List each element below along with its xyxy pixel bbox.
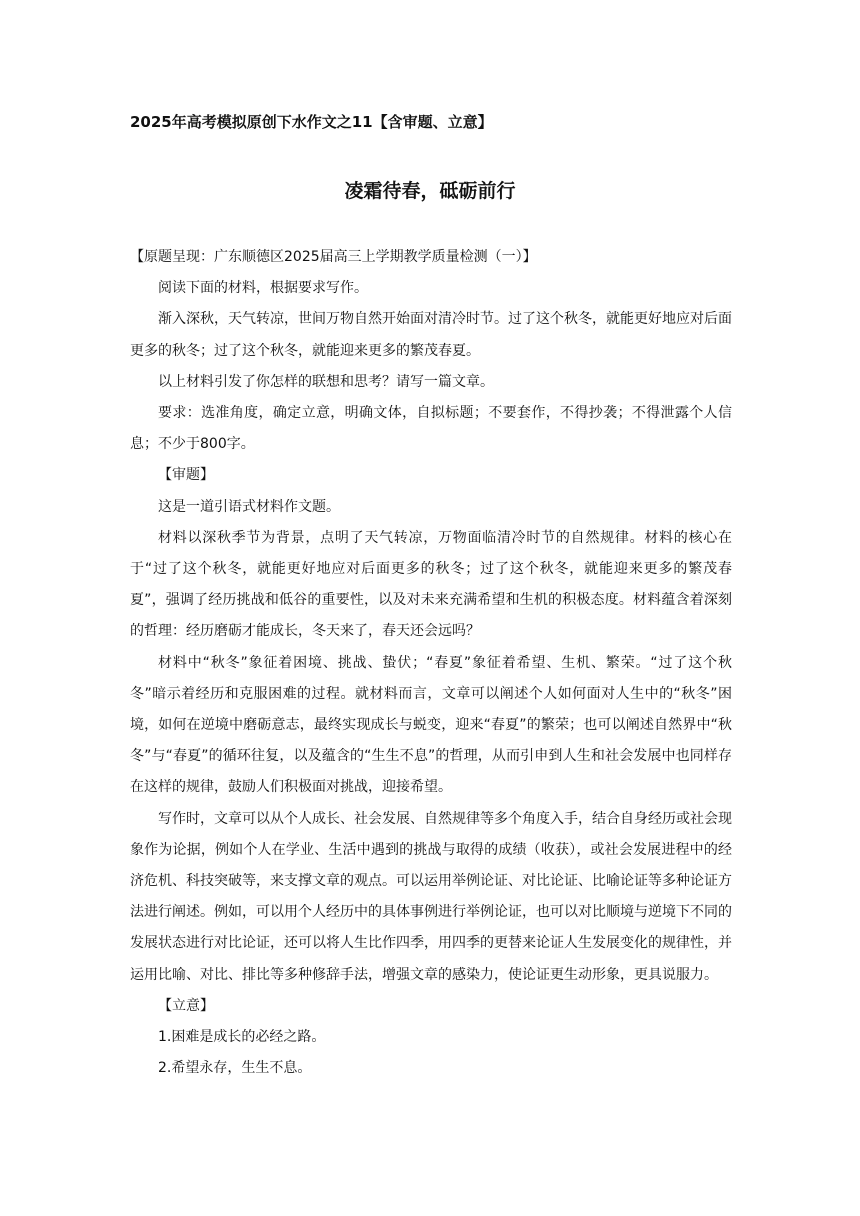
prompt-source: 【原题呈现：广东顺德区2025届高三上学期教学质量检测（一）】 [130, 249, 537, 265]
prompt-question: 以上材料引发了你怎样的联想和思考？请写一篇文章。 [158, 373, 494, 390]
prompt-material: 渐入深秋，天气转凉，世间万物自然开始面对清冷时节。过了这个秋冬，就能更好地应对后面更多的秋冬；过了这个秋冬，就能迎来更多的繁茂春夏。 [130, 311, 732, 359]
essay-title: 凌霜待春，砥砺前行 [344, 180, 516, 202]
analysis-paragraph: 材料中“秋冬”象征着困境、挑战、蛰伏；“春夏”象征着希望、生机、繁荣。“过了这个秋冬”暗示着经历和克服困难的过程。就材料而言，文章可以阐述个人如何面对人生中的“秋冬”困境，如何在逆境中磨砺意志，最终实现成长与蜕变，迎来“春夏”的繁荣；也可以阐述自然界中“秋冬”与“春夏”的循环往复，以及蕴含的“生生不息”的哲理，从而引申到人生和社会发展中也同样存在这样的规律，鼓励人们积极面对挑战，迎接希望。 [130, 654, 732, 796]
document-header: 2025年高考模拟原创下水作文之11【含审题、立意】 [130, 113, 493, 131]
analysis-heading: 【审题】 [158, 467, 214, 484]
analysis-paragraph: 这是一道引语式材料作文题。 [158, 498, 340, 515]
theme-heading: 【立意】 [158, 997, 214, 1014]
analysis-paragraph: 材料以深秋季节为背景，点明了天气转凉，万物面临清冷时节的自然规律。材料的核心在于“过了这个秋冬，就能更好地应对后面更多的秋冬；过了这个秋冬，就能迎来更多的繁茂春夏”，强调了经历挑战和低谷的重要性，以及对未来充满希望和生机的积极态度。材料蕴含着深刻的哲理：经历磨砺才能成长，冬天来了，春天还会远吗？ [130, 529, 732, 640]
theme-item: 1.困难是成长的必经之路。 [158, 1029, 326, 1046]
prompt-requirements: 要求：选准角度，确定立意，明确文体，自拟标题；不要套作，不得抄袭；不得泄露个人信息；不少于800字。 [130, 405, 732, 453]
analysis-paragraph: 写作时，文章可以从个人成长、社会发展、自然规律等多个角度入手，结合自身经历或社会现象作为论据，例如个人在学业、生活中遇到的挑战与取得的成绩（收获），或社会发展进程中的经济危机、科技突破等，来支撑文章的观点。可以运用举例论证、对比论证、比喻论证等多种论证方法进行阐述。例如，可以用个人经历中的具体事例进行举例论证，也可以对比顺境与逆境下不同的发展状态进行对比论证，还可以将人生比作四季，用四季的更替来论证人生发展变化的规律性，并运用比喻、对比、排比等多种修辞手法，增强文章的感染力，使论证更生动形象，更具说服力。 [130, 810, 732, 983]
theme-item: 2.希望永存，生生不息。 [158, 1060, 312, 1077]
prompt-instruction: 阅读下面的材料，根据要求写作。 [158, 280, 368, 297]
document-body [130, 242, 732, 1084]
